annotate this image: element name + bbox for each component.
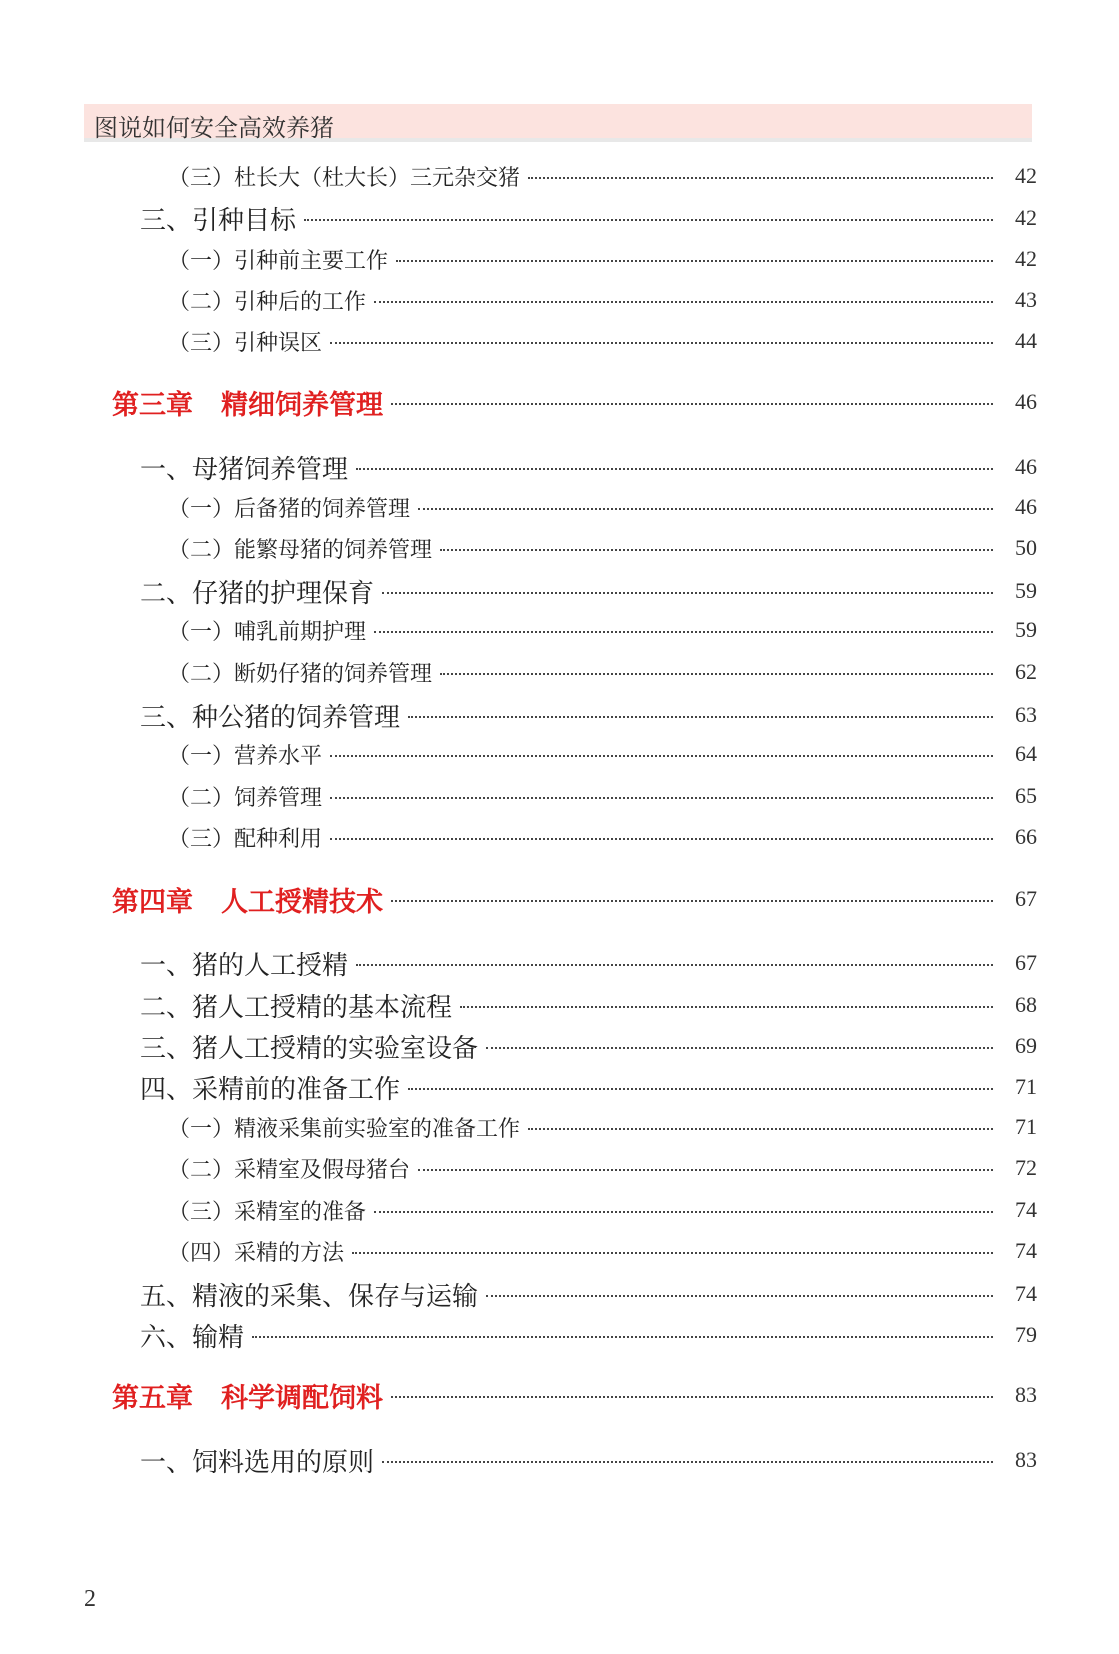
toc-entry[interactable] bbox=[168, 736, 1037, 772]
toc-entry-label: 二、仔猪的护理保育 bbox=[140, 578, 375, 609]
toc-entry[interactable] bbox=[168, 778, 1037, 814]
chapter-number: 第五章 bbox=[112, 1382, 193, 1414]
toc-entry[interactable] bbox=[168, 323, 1037, 359]
toc-page-number: 74 bbox=[1015, 1197, 1037, 1222]
page-number: 2 bbox=[84, 1586, 96, 1612]
toc-page-number: 64 bbox=[1015, 741, 1037, 766]
dot-leader bbox=[408, 1088, 993, 1090]
dot-leader bbox=[391, 1396, 993, 1398]
dot-leader bbox=[330, 797, 993, 799]
toc-page-number: 67 bbox=[1015, 886, 1037, 911]
toc-chapter-3[interactable] bbox=[112, 384, 1037, 420]
toc-entry-label: （三）配种利用 bbox=[168, 826, 323, 852]
toc-page-number: 42 bbox=[1015, 246, 1037, 271]
toc-entry[interactable] bbox=[168, 282, 1037, 318]
chapter-title: 科学调配饲料 bbox=[221, 1382, 383, 1414]
dot-leader bbox=[374, 631, 993, 633]
toc-entry-label: 二、猪人工授精的基本流程 bbox=[140, 992, 453, 1023]
dot-leader bbox=[391, 403, 993, 405]
dot-leader bbox=[352, 1252, 993, 1254]
toc-page-number: 72 bbox=[1015, 1155, 1037, 1180]
toc-entry[interactable] bbox=[168, 1109, 1037, 1145]
toc-entry[interactable] bbox=[168, 654, 1037, 690]
toc-chapter-5[interactable] bbox=[112, 1377, 1037, 1413]
toc-entry[interactable] bbox=[168, 241, 1037, 277]
chapter-title: 人工授精技术 bbox=[221, 886, 383, 918]
toc-entry-label: （二）采精室及假母猪台 bbox=[168, 1157, 411, 1183]
toc-page-number: 43 bbox=[1015, 287, 1037, 312]
toc-entry-label: 一、母猪饲养管理 bbox=[140, 454, 349, 485]
toc-entry[interactable] bbox=[140, 200, 1037, 236]
toc-entry-label: 一、饲料选用的原则 bbox=[140, 1447, 375, 1478]
toc-entry[interactable] bbox=[140, 449, 1037, 485]
toc-entry-label: 三、种公猪的饲养管理 bbox=[140, 702, 401, 733]
toc-entry[interactable] bbox=[168, 489, 1037, 525]
dot-leader bbox=[382, 1461, 993, 1463]
toc-entry-label: （三）采精室的准备 bbox=[168, 1199, 367, 1225]
toc-entry[interactable] bbox=[140, 573, 1037, 609]
toc-entry-label: 六、输精 bbox=[140, 1322, 245, 1353]
toc-entry-label: （二）引种后的工作 bbox=[168, 289, 367, 315]
dot-leader bbox=[408, 716, 993, 718]
dot-leader bbox=[330, 838, 993, 840]
chapter-number: 第三章 bbox=[112, 389, 193, 421]
dot-leader bbox=[330, 755, 993, 757]
dot-leader bbox=[382, 592, 993, 594]
toc-entry[interactable] bbox=[140, 1276, 1037, 1312]
dot-leader bbox=[440, 673, 993, 675]
toc-entry[interactable] bbox=[168, 158, 1037, 194]
toc-entry[interactable] bbox=[168, 1192, 1037, 1228]
toc-entry[interactable] bbox=[168, 612, 1037, 648]
toc-entry[interactable] bbox=[140, 1069, 1037, 1105]
toc-entry[interactable] bbox=[140, 697, 1037, 733]
toc-page-number: 66 bbox=[1015, 824, 1037, 849]
toc-page-number: 71 bbox=[1015, 1114, 1037, 1139]
toc-entry-label: （三）引种误区 bbox=[168, 330, 323, 356]
dot-leader bbox=[330, 342, 993, 344]
toc-page-number: 83 bbox=[1015, 1382, 1037, 1407]
dot-leader bbox=[356, 964, 993, 966]
toc-entry-label: （二）断奶仔猪的饲养管理 bbox=[168, 661, 433, 687]
chapter-heading bbox=[112, 880, 383, 919]
chapter-title: 精细饲养管理 bbox=[221, 389, 383, 421]
toc-page-number: 74 bbox=[1015, 1281, 1037, 1306]
toc-entry[interactable] bbox=[140, 987, 1037, 1023]
toc-entry-label: （四）采精的方法 bbox=[168, 1240, 345, 1266]
chapter-heading bbox=[112, 383, 383, 422]
toc-entry[interactable] bbox=[168, 1233, 1037, 1269]
toc-entry[interactable] bbox=[140, 1317, 1037, 1353]
toc-entry-label: （二）能繁母猪的饲养管理 bbox=[168, 537, 433, 563]
toc-entry-label: （一）引种前主要工作 bbox=[168, 248, 389, 274]
toc-page-number: 59 bbox=[1015, 617, 1037, 642]
dot-leader bbox=[418, 1169, 993, 1171]
toc-page-number: 67 bbox=[1015, 950, 1037, 975]
toc-entry[interactable] bbox=[140, 1028, 1037, 1064]
toc-page-number: 71 bbox=[1015, 1074, 1037, 1099]
dot-leader bbox=[418, 508, 993, 510]
toc-entry[interactable] bbox=[140, 1442, 1037, 1478]
toc-page-number: 62 bbox=[1015, 659, 1037, 684]
dot-leader bbox=[486, 1047, 993, 1049]
toc-entry[interactable] bbox=[168, 530, 1037, 566]
dot-leader bbox=[486, 1295, 993, 1297]
toc-page-number: 65 bbox=[1015, 783, 1037, 808]
dot-leader bbox=[528, 177, 993, 179]
toc-entry[interactable] bbox=[168, 1150, 1037, 1186]
dot-leader bbox=[374, 301, 993, 303]
chapter-heading bbox=[112, 1376, 383, 1415]
toc-page-number: 46 bbox=[1015, 494, 1037, 519]
dot-leader bbox=[396, 260, 993, 262]
toc-entry-label: （二）饲养管理 bbox=[168, 785, 323, 811]
dot-leader bbox=[356, 468, 993, 470]
toc-entry-label: 三、引种目标 bbox=[140, 205, 297, 236]
book-title: 图说如何安全高效养猪 bbox=[94, 114, 334, 142]
toc-page-number: 59 bbox=[1015, 578, 1037, 603]
toc-page-number: 79 bbox=[1015, 1322, 1037, 1347]
toc-page-number: 44 bbox=[1015, 328, 1037, 353]
toc-entry[interactable] bbox=[140, 945, 1037, 981]
toc-entry-label: 三、猪人工授精的实验室设备 bbox=[140, 1033, 479, 1064]
dot-leader bbox=[460, 1006, 993, 1008]
toc-entry-label: （一）哺乳前期护理 bbox=[168, 619, 367, 645]
chapter-number: 第四章 bbox=[112, 886, 193, 918]
toc-entry-label: 一、猪的人工授精 bbox=[140, 950, 349, 981]
toc-entry[interactable] bbox=[168, 819, 1037, 855]
toc-page-number: 46 bbox=[1015, 389, 1037, 414]
toc-page-number: 42 bbox=[1015, 205, 1037, 230]
toc-entry-label: （三）杜长大（杜大长）三元杂交猪 bbox=[168, 165, 521, 191]
toc-entry-label: 五、精液的采集、保存与运输 bbox=[140, 1281, 479, 1312]
toc-page-number: 69 bbox=[1015, 1033, 1037, 1058]
toc-entry-label: （一）精液采集前实验室的准备工作 bbox=[168, 1116, 521, 1142]
toc-page-number: 83 bbox=[1015, 1447, 1037, 1472]
dot-leader bbox=[252, 1336, 993, 1338]
toc-entry-label: （一）营养水平 bbox=[168, 743, 323, 769]
toc-page-number: 74 bbox=[1015, 1238, 1037, 1263]
toc-page-number: 50 bbox=[1015, 535, 1037, 560]
dot-leader bbox=[391, 900, 993, 902]
toc-page-number: 63 bbox=[1015, 702, 1037, 727]
dot-leader bbox=[374, 1211, 993, 1213]
dot-leader bbox=[304, 219, 993, 221]
toc-page-number: 46 bbox=[1015, 454, 1037, 479]
toc-entry-label: 四、采精前的准备工作 bbox=[140, 1074, 401, 1105]
toc-page-number: 42 bbox=[1015, 163, 1037, 188]
toc-page-number: 68 bbox=[1015, 992, 1037, 1017]
dot-leader bbox=[528, 1128, 993, 1130]
dot-leader bbox=[440, 549, 993, 551]
toc-chapter-4[interactable] bbox=[112, 881, 1037, 917]
toc-entry-label: （一）后备猪的饲养管理 bbox=[168, 496, 411, 522]
